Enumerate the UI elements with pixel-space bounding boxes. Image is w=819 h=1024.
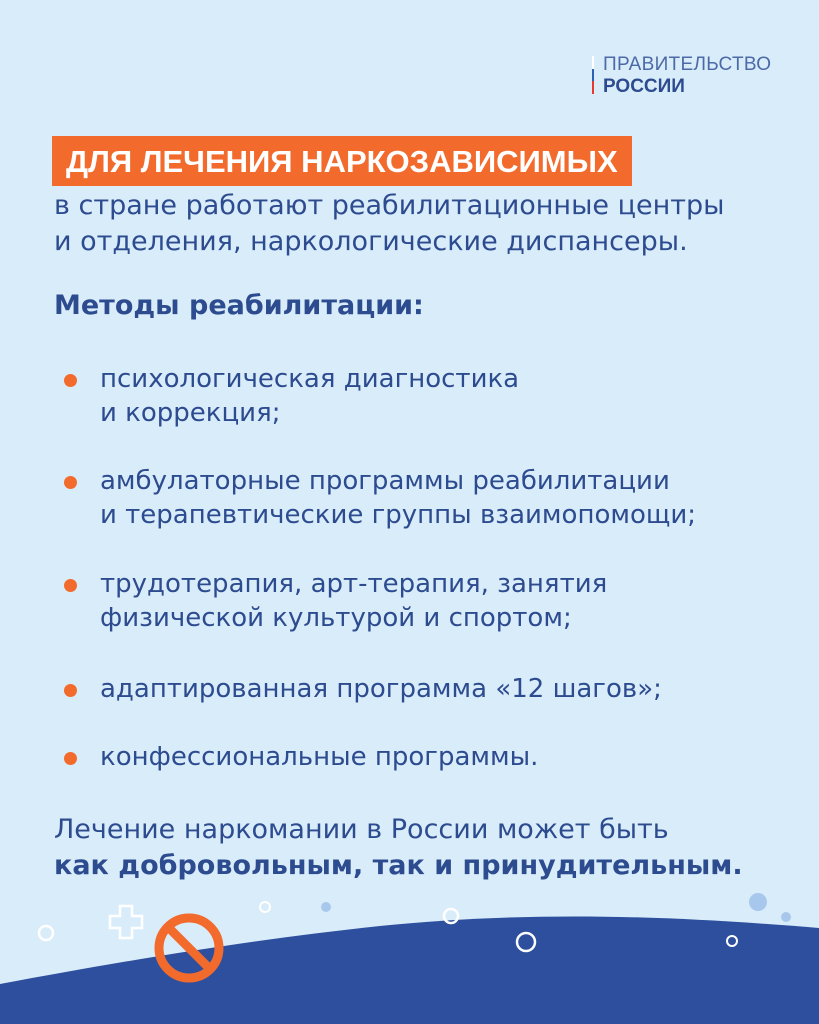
outro-line2: как добровольным, так и принудительным.	[54, 850, 743, 881]
headline-banner: ДЛЯ ЛЕЧЕНИЯ НАРКОЗАВИСИМЫХ	[52, 136, 632, 186]
logo-text-line2: РОССИИ	[603, 76, 685, 97]
bullet-icon	[64, 579, 77, 592]
list-item-text: амбулаторные программы реабилитации и терапевтические группы взаимопомощи;	[100, 466, 697, 530]
bullet-icon	[64, 374, 77, 387]
no-entry-icon	[159, 918, 219, 978]
list-item-text: адаптированная программа «12 шагов»;	[100, 674, 662, 704]
bottom-wave	[0, 916, 819, 1024]
bullet-icon	[64, 476, 77, 489]
circle-decor-icon	[39, 893, 791, 951]
flag-stripe-icon	[592, 56, 594, 94]
bullet-icon	[64, 752, 77, 765]
logo-text-line1: ПРАВИТЕЛЬСТВО	[603, 54, 772, 75]
methods-title: Методы реабилитации:	[54, 290, 424, 321]
outro-line1: Лечение наркомании в России может быть	[54, 814, 669, 845]
list-item-text: конфессиональные программы.	[100, 742, 539, 772]
plus-icon	[110, 906, 142, 938]
government-logo	[592, 54, 792, 98]
bullet-icon	[64, 684, 77, 697]
outro-text	[54, 812, 794, 884]
intro-text: в стране работают реабилитационные центры и отделения, наркологические диспансеры.	[54, 190, 725, 257]
list-item-text: психологическая диагностика и коррекция;	[100, 364, 520, 428]
list-item-text: трудотерапия, арт-терапия, занятия физической культурой и спортом;	[100, 569, 608, 633]
